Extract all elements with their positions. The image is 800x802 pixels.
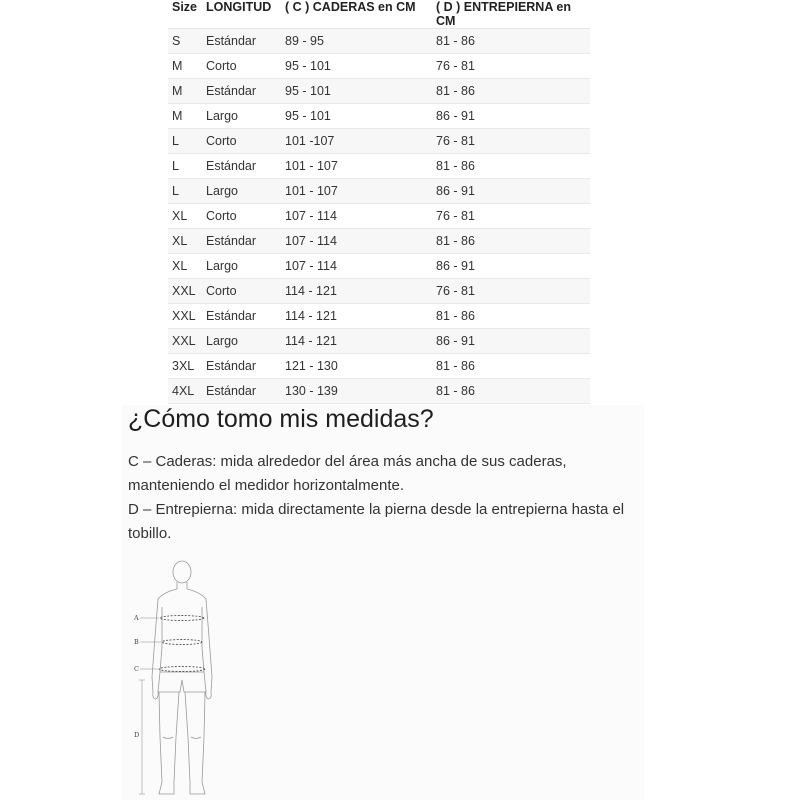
cell-size: XXL (168, 279, 202, 304)
size-row (168, 204, 590, 229)
cell-inseam: 76 - 81 (432, 204, 590, 229)
size-row (168, 379, 590, 404)
cell-length: Largo (202, 254, 281, 279)
cell-size: M (168, 54, 202, 79)
measure-title: ¿Cómo tomo mis medidas? (128, 405, 434, 433)
cell-length: Estándar (202, 379, 281, 404)
cell-hips: 101 -107 (281, 129, 432, 154)
cell-length: Estándar (202, 304, 281, 329)
cell-hips: 95 - 101 (281, 54, 432, 79)
cell-size: 4XL (168, 379, 202, 404)
loop-a (160, 616, 204, 621)
size-row (168, 254, 590, 279)
cell-inseam: 81 - 86 (432, 304, 590, 329)
body-measurement-figure (122, 547, 232, 802)
cell-size: L (168, 154, 202, 179)
cell-hips: 95 - 101 (281, 79, 432, 104)
size-row (168, 54, 590, 79)
size-row (168, 279, 590, 304)
cell-inseam: 86 - 91 (432, 329, 590, 354)
cell-hips: 89 - 95 (281, 29, 432, 54)
cell-inseam: 76 - 81 (432, 279, 590, 304)
cell-length: Corto (202, 54, 281, 79)
label-c: C (134, 665, 139, 673)
cell-size: XXL (168, 329, 202, 354)
measure-section (122, 405, 644, 800)
cell-inseam: 81 - 86 (432, 354, 590, 379)
cell-size: 3XL (168, 354, 202, 379)
instruction-hips: C – Caderas: mida alrededor del área más ancha de sus caderas, manteniendo el medidor horizontalmente. (128, 453, 567, 494)
cell-inseam: 81 - 86 (432, 79, 590, 104)
cell-size: XL (168, 254, 202, 279)
cell-inseam: 86 - 91 (432, 179, 590, 204)
cell-length: Corto (202, 279, 281, 304)
cell-hips: 101 - 107 (281, 154, 432, 179)
measurement-loops (159, 616, 205, 672)
cell-hips: 114 - 121 (281, 304, 432, 329)
label-a: A (134, 614, 139, 622)
cell-length: Estándar (202, 354, 281, 379)
cell-hips: 121 - 130 (281, 354, 432, 379)
cell-size: L (168, 129, 202, 154)
cell-hips: 101 - 107 (281, 179, 432, 204)
header-length: LONGITUD (202, 0, 281, 29)
cell-size: XXL (168, 304, 202, 329)
size-row (168, 79, 590, 104)
cell-length: Estándar (202, 79, 281, 104)
cell-size: S (168, 29, 202, 54)
size-row (168, 104, 590, 129)
cell-hips: 114 - 121 (281, 279, 432, 304)
size-table-body (168, 29, 590, 404)
header-size: Size (168, 0, 202, 29)
cell-length: Estándar (202, 29, 281, 54)
cell-length: Largo (202, 179, 281, 204)
cell-inseam: 81 - 86 (432, 379, 590, 404)
size-table (168, 0, 590, 404)
cell-size: L (168, 179, 202, 204)
cell-inseam: 81 - 86 (432, 154, 590, 179)
cell-inseam: 86 - 91 (432, 104, 590, 129)
cell-length: Corto (202, 204, 281, 229)
cell-length: Estándar (202, 229, 281, 254)
body-outline (152, 561, 212, 794)
size-row (168, 129, 590, 154)
size-row (168, 354, 590, 379)
size-table-header-row (168, 0, 590, 29)
cell-inseam: 76 - 81 (432, 54, 590, 79)
size-row (168, 229, 590, 254)
cell-inseam: 76 - 81 (432, 129, 590, 154)
size-row (168, 29, 590, 54)
cell-hips: 95 - 101 (281, 104, 432, 129)
cell-length: Largo (202, 104, 281, 129)
instruction-inseam: D – Entrepierna: mida directamente la pierna desde la entrepierna hasta el tobillo. (128, 501, 625, 542)
cell-hips: 107 - 114 (281, 229, 432, 254)
loop-c (159, 667, 205, 672)
cell-hips: 130 - 139 (281, 379, 432, 404)
cell-hips: 107 - 114 (281, 254, 432, 279)
cell-hips: 107 - 114 (281, 204, 432, 229)
label-b: B (134, 638, 139, 646)
measure-instructions (128, 450, 648, 546)
cell-size: M (168, 79, 202, 104)
cell-hips: 114 - 121 (281, 329, 432, 354)
cell-inseam: 81 - 86 (432, 29, 590, 54)
cell-length: Estándar (202, 154, 281, 179)
loop-b (162, 640, 202, 645)
leader-lines (139, 618, 161, 794)
size-row (168, 304, 590, 329)
label-d: D (134, 731, 140, 739)
cell-length: Corto (202, 129, 281, 154)
header-inseam: ( D ) ENTREPIERNA en CM (432, 0, 590, 29)
cell-inseam: 86 - 91 (432, 254, 590, 279)
cell-size: XL (168, 229, 202, 254)
size-row (168, 329, 590, 354)
size-row (168, 154, 590, 179)
size-row (168, 179, 590, 204)
cell-inseam: 81 - 86 (432, 229, 590, 254)
header-hips: ( C ) CADERAS en CM (281, 0, 432, 29)
cell-size: M (168, 104, 202, 129)
cell-length: Largo (202, 329, 281, 354)
cell-size: XL (168, 204, 202, 229)
